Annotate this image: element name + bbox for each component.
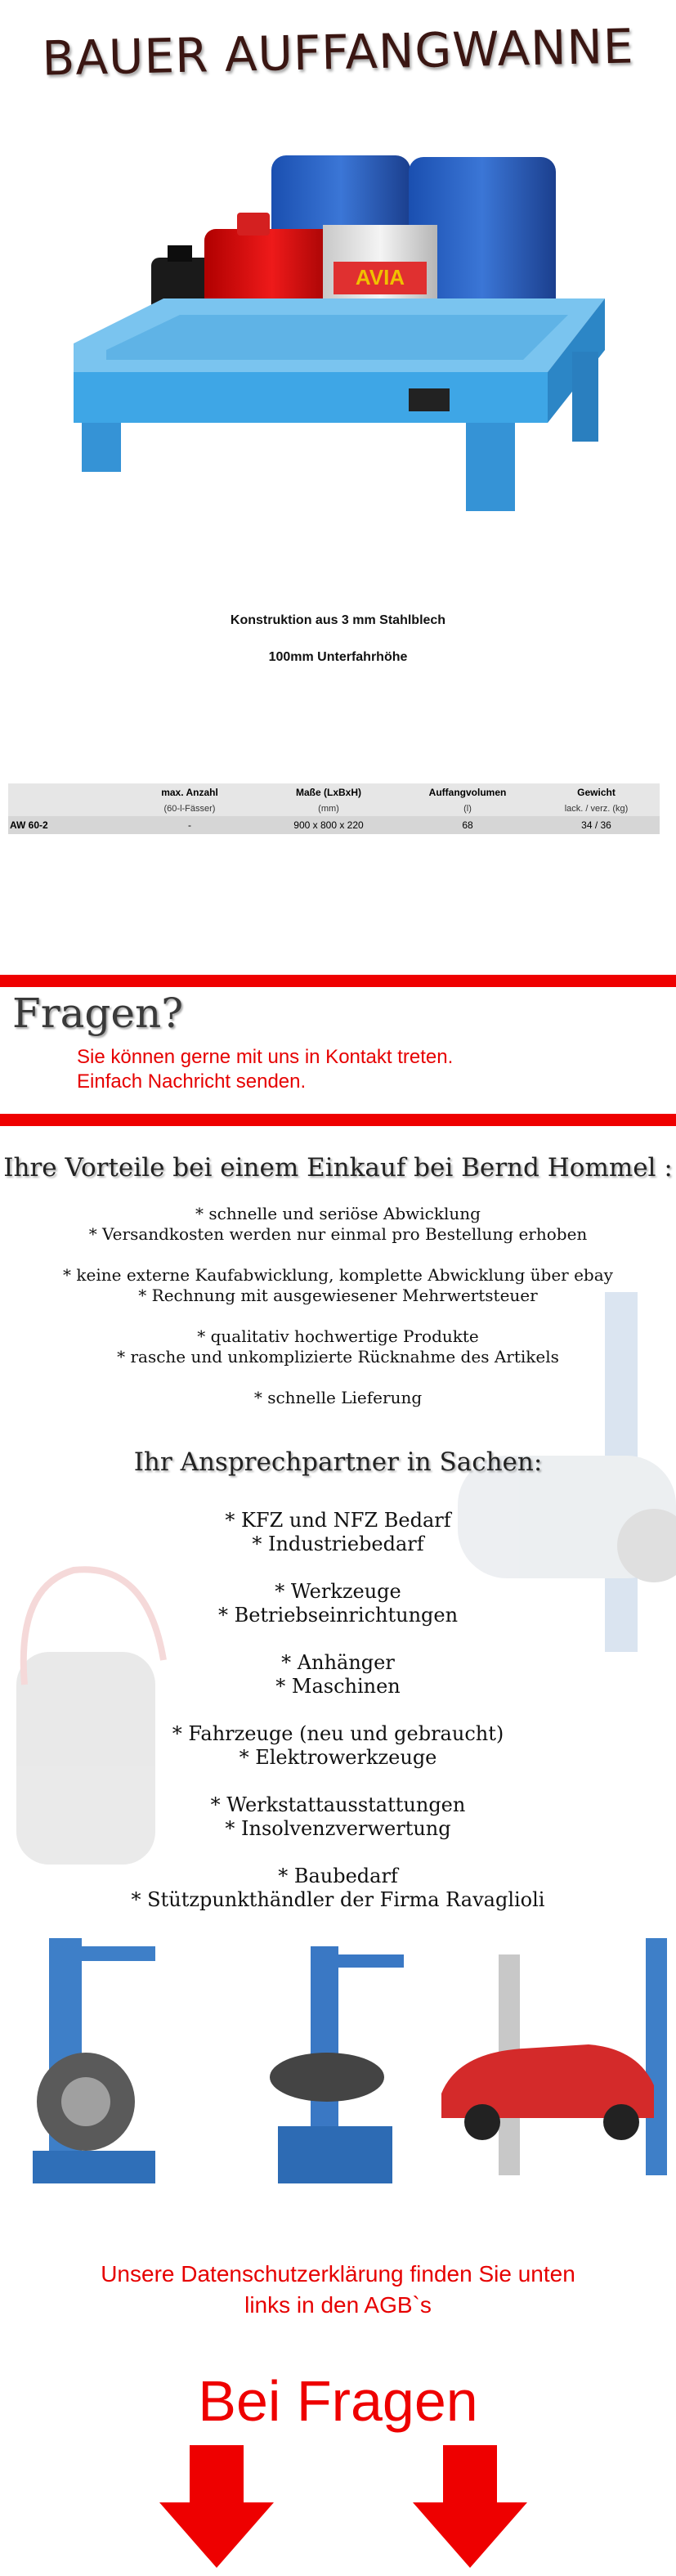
advantages-title: Ihre Vorteile bei einem Einkauf bei Bernd Hommel : bbox=[3, 1153, 673, 1183]
list-item: * schnelle Lieferung bbox=[253, 1388, 423, 1407]
arrow-down-icon bbox=[409, 2445, 531, 2568]
list-item: * Elektrowerkzeuge bbox=[239, 1746, 437, 1769]
tray-front bbox=[74, 372, 548, 423]
list-item: * Insolvenzverwertung bbox=[225, 1817, 451, 1840]
product-table bbox=[8, 783, 660, 834]
questions-heading: Fragen? bbox=[12, 990, 184, 1037]
car-lift-image bbox=[441, 1938, 667, 2175]
list-item: * Anhänger bbox=[281, 1651, 395, 1674]
divider-red bbox=[0, 975, 676, 987]
list-item: * Rechnung mit ausgewiesener Mehrwertsteuer bbox=[138, 1286, 538, 1305]
list-item: * rasche und unkomplizierte Rücknahme des Artikels bbox=[117, 1347, 559, 1367]
tray-foot bbox=[572, 352, 598, 442]
col-max-count: max. Anzahl bbox=[124, 783, 255, 801]
divider-red bbox=[0, 1114, 676, 1126]
table-subheader-row: (60-l-Fässer) (mm) (l) lack. / verz. (kg) bbox=[8, 801, 660, 816]
advantages-list bbox=[0, 1204, 676, 1408]
list-item: * Baubedarf bbox=[278, 1865, 398, 1887]
contact-text: Sie können gerne mit uns in Kontakt treten. Einfach Nachricht senden. bbox=[77, 1046, 454, 1093]
list-item: * Versandkosten werden nur einmal pro Bestellung erhoben bbox=[88, 1224, 588, 1244]
spec-construction: Konstruktion aus 3 mm Stahlblech bbox=[230, 613, 446, 627]
list-item: * Werkzeuge bbox=[275, 1580, 401, 1603]
arrow-down-icon bbox=[155, 2445, 278, 2568]
list-item: * Betriebseinrichtungen bbox=[217, 1604, 459, 1627]
list-item: * Stützpunkthändler der Firma Ravaglioli bbox=[131, 1888, 545, 1911]
partner-list bbox=[0, 1509, 676, 1912]
list-item: * Industriebedarf bbox=[252, 1533, 424, 1555]
list-item: * KFZ und NFZ Bedarf bbox=[225, 1509, 451, 1532]
product-image bbox=[57, 139, 621, 564]
questions-cta: Bei Fragen bbox=[198, 2369, 478, 2433]
col-dimensions: Maße (LxBxH) bbox=[255, 783, 402, 801]
list-item: * schnelle und seriöse Abwicklung bbox=[195, 1204, 481, 1223]
list-item: * qualitativ hochwertige Produkte bbox=[197, 1326, 479, 1346]
tray-foot bbox=[82, 423, 121, 472]
spec-height: 100mm Unterfahrhöhe bbox=[268, 650, 408, 664]
tray-label-plate bbox=[409, 388, 450, 411]
table-header-row bbox=[8, 783, 660, 801]
tyre-changer-image bbox=[270, 1946, 404, 2183]
page-title: BAUER AUFFANGWANNE bbox=[41, 18, 635, 87]
list-item: * Maschinen bbox=[275, 1675, 401, 1698]
tray-foot bbox=[466, 423, 515, 511]
col-volume: Auffangvolumen bbox=[402, 783, 533, 801]
list-item: * Fahrzeuge (neu und gebraucht) bbox=[172, 1722, 504, 1745]
list-item: * keine externe Kaufabwicklung, komplette Abwicklung über ebay bbox=[63, 1265, 613, 1285]
col-weight: Gewicht bbox=[533, 783, 660, 801]
list-item: * Werkstattausstattungen bbox=[210, 1793, 466, 1816]
product-brand-label: AVIA bbox=[355, 265, 405, 289]
privacy-note: Unsere Datenschutzerklärung finden Sie unten links in den AGB`s bbox=[101, 2261, 575, 2318]
tyre-changer-image bbox=[33, 1938, 155, 2183]
table-row: AW 60-2 - 900 x 800 x 220 68 34 / 36 bbox=[8, 816, 660, 834]
partner-title: Ihr Ansprechpartner in Sachen: bbox=[133, 1447, 543, 1477]
